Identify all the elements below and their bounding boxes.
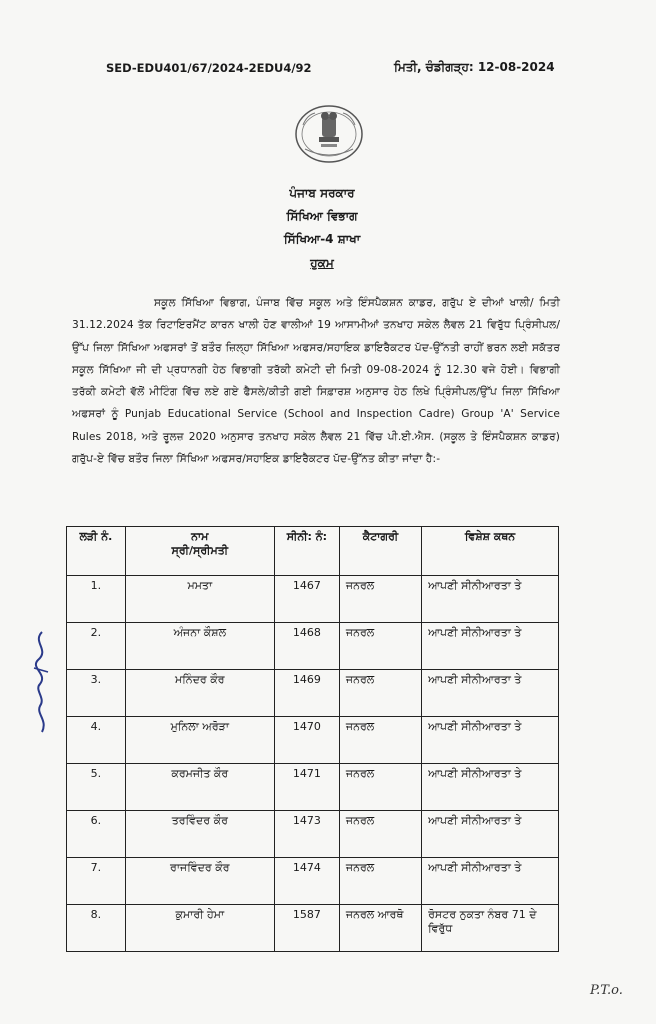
cell-category: ਜਨਰਲ bbox=[339, 764, 421, 811]
table-header-row bbox=[67, 527, 559, 576]
cell-name: ਕੁਮਾਰੀ ਹੇਮਾ bbox=[125, 905, 274, 952]
cell-name: ਮਮਤਾ bbox=[125, 576, 274, 623]
cell-remarks: ਆਪਣੀ ਸੀਨੀਆਰਤਾ ਤੇ bbox=[422, 670, 559, 717]
cell-remarks: ਆਪਣੀ ਸੀਨੀਆਰਤਾ ਤੇ bbox=[422, 858, 559, 905]
cell-seniority: 1587 bbox=[274, 905, 339, 952]
cell-category: ਜਨਰਲ bbox=[339, 670, 421, 717]
page-turn-over-note: P.T.o. bbox=[590, 983, 623, 998]
state-emblem-icon bbox=[293, 103, 365, 165]
cell-remarks: ਆਪਣੀ ਸੀਨੀਆਰਤਾ ਤੇ bbox=[422, 764, 559, 811]
cell-serial: 4. bbox=[67, 717, 126, 764]
cell-remarks: ਆਪਣੀ ਸੀਨੀਆਰਤਾ ਤੇ bbox=[422, 623, 559, 670]
table-row bbox=[67, 811, 559, 858]
header-serial: ਲੜੀ ਨੰ. bbox=[67, 527, 126, 576]
cell-name: ਮੁਨਿਲਾ ਅਰੋੜਾ bbox=[125, 717, 274, 764]
date-line: ਮਿਤੀ, ਚੰਡੀਗੜ੍ਹ: 12-08-2024 bbox=[394, 60, 555, 74]
table-row bbox=[67, 623, 559, 670]
cell-serial: 1. bbox=[67, 576, 126, 623]
cell-seniority: 1471 bbox=[274, 764, 339, 811]
header-name-line2: ਸ੍ਰੀ/ਸ੍ਰੀਮਤੀ bbox=[171, 544, 229, 557]
header-name-line1: ਨਾਮ bbox=[191, 530, 209, 543]
table-row bbox=[67, 858, 559, 905]
reference-number: SED-EDU401/67/2024-2EDU4/92 bbox=[106, 61, 312, 75]
government-title: ਪੰਜਾਬ ਸਰਕਾਰ bbox=[289, 186, 355, 200]
order-title: ਹੁਕਮ bbox=[310, 256, 334, 270]
cell-seniority: 1469 bbox=[274, 670, 339, 717]
table-row bbox=[67, 670, 559, 717]
header-remarks: ਵਿਸ਼ੇਸ਼ ਕਥਨ bbox=[422, 527, 559, 576]
header-seniority: ਸੀਨੀ: ਨੰ: bbox=[274, 527, 339, 576]
cell-remarks: ਆਪਣੀ ਸੀਨੀਆਰਤਾ ਤੇ bbox=[422, 717, 559, 764]
cell-seniority: 1473 bbox=[274, 811, 339, 858]
cell-remarks: ਆਪਣੀ ਸੀਨੀਆਰਤਾ ਤੇ bbox=[422, 576, 559, 623]
branch-title: ਸਿੱਖਿਆ-4 ਸ਼ਾਖਾ bbox=[283, 232, 361, 246]
cell-category: ਜਨਰਲ bbox=[339, 623, 421, 670]
cell-category: ਜਨਰਲ ਆਰਥੋ bbox=[339, 905, 421, 952]
order-body-text: ਸਕੂਲ ਸਿੱਖਿਆ ਵਿਭਾਗ, ਪੰਜਾਬ ਵਿੱਚ ਸਕੂਲ ਅਤੇ ਇੰਸਪੈਕਸ਼ਨ ਕਾਡਰ, ਗਰੁੱਪ ਏ ਦੀਆਂ ਖਾਲੀ/ ਮਿਤੀ 31.12.2024 ਤੱਕ ਰਿਟਾਇਰਮੈਂਟ ਕਾਰਨ ਖਾਲੀ ਹੋਣ ਵਾਲੀਆਂ 19 ਆਸਾਮੀਆਂ ਤਨਖਾਹ ਸਕੇਲ ਲੈਵਲ 21 ਵਿਰੁੱਧ ਪ੍ਰਿੰਸੀਪਲ/ਉੱਪ ਜਿਲਾ ਸਿੱਖਿਆ ਅਫਸਰਾਂ ਤੋਂ ਬਤੌਰ ਜ਼ਿਲ੍ਹਾ ਸਿੱਖਿਆ ਅਫਸਰ/ਸਹਾਇਕ ਡਾਇਰੈਕਟਰ ਪੱਦ-ਉੱਨਤੀ ਰਾਹੀਂ ਭਰਨ ਲਈ ਸਕੱਤਰ ਸਕੂਲ ਸਿੱਖਿਆ ਜੀ ਦੀ ਪ੍ਰਧਾਨਗੀ ਹੇਠ ਵਿਭਾਗੀ ਤਰੱਕੀ ਕਮੇਟੀ ਦੀ ਮਿਤੀ 09-08-2024 ਨੂੰ 12.30 ਵਜੇ ਹੋਈ। ਵਿਭਾਗੀ ਤਰੱਕੀ ਕਮੇਟੀ ਵੱਲੋਂ ਮੀਟਿੰਗ ਵਿੱਚ ਲਏ ਗਏ ਫੈਸਲੇ/ਕੀਤੀ ਗਈ ਸਿਫ਼ਾਰਸ਼ ਅਨੁਸਾਰ ਹੇਠ ਲਿਖੇ ਪ੍ਰਿੰਸੀਪਲ/ਉੱਪ ਜਿਲਾ ਸਿੱਖਿਆ ਅਫਸਰਾਂ ਨੂੰ Punjab Educational Service (School and Inspection Cadre) Group 'A' Service Rules 2018, ਅਤੇ ਰੂਲਜ਼ 2020 ਅਨੁਸਾਰ ਤਨਖਾਹ ਸਕੇਲ ਲੈਵਲ 21 ਵਿੱਚ ਪੀ.ਈ.ਐਸ. (ਸਕੂਲ ਤੇ ਇੰਸਪੈਕਸ਼ਨ ਕਾਡਰ) ਗਰੁੱਪ-ਏ ਵਿੱਚ ਬਤੌਰ ਜਿਲਾ ਸਿੱਖਿਆ ਅਫਸਰ/ਸਹਾਇਕ ਡਾਇਰੈਕਟਰ ਪੱਦ-ਉੱਨਤ ਕੀਤਾ ਜਾਂਦਾ ਹੈ:- bbox=[72, 297, 560, 466]
table-row bbox=[67, 905, 559, 952]
cell-seniority: 1474 bbox=[274, 858, 339, 905]
cell-name: ਮਨਿੰਦਰ ਕੌਰ bbox=[125, 670, 274, 717]
cell-remarks: ਰੋਸਟਰ ਨੁਕਤਾ ਨੰਬਰ 71 ਦੇ ਵਿਰੁੱਧ bbox=[422, 905, 559, 952]
header-name bbox=[125, 527, 274, 576]
cell-serial: 7. bbox=[67, 858, 126, 905]
cell-seniority: 1468 bbox=[274, 623, 339, 670]
cell-seniority: 1470 bbox=[274, 717, 339, 764]
header-category: ਕੈਟਾਗਰੀ bbox=[339, 527, 421, 576]
cell-name: ਅੰਜਨਾ ਕੌਸ਼ਲ bbox=[125, 623, 274, 670]
cell-name: ਰਾਜਵਿੰਦਰ ਕੌਰ bbox=[125, 858, 274, 905]
cell-category: ਜਨਰਲ bbox=[339, 717, 421, 764]
cell-name: ਤਰਵਿੰਦਰ ਕੌਰ bbox=[125, 811, 274, 858]
cell-name: ਕਰਮਜੀਤ ਕੌਰ bbox=[125, 764, 274, 811]
table-row bbox=[67, 717, 559, 764]
table-row bbox=[67, 576, 559, 623]
cell-category: ਜਨਰਲ bbox=[339, 576, 421, 623]
cell-category: ਜਨਰਲ bbox=[339, 811, 421, 858]
handwritten-signature-icon bbox=[28, 628, 54, 738]
cell-serial: 2. bbox=[67, 623, 126, 670]
cell-category: ਜਨਰਲ bbox=[339, 858, 421, 905]
cell-remarks: ਆਪਣੀ ਸੀਨੀਆਰਤਾ ਤੇ bbox=[422, 811, 559, 858]
cell-seniority: 1467 bbox=[274, 576, 339, 623]
cell-serial: 5. bbox=[67, 764, 126, 811]
department-title: ਸਿੱਖਿਆ ਵਿਭਾਗ bbox=[286, 209, 358, 223]
cell-serial: 6. bbox=[67, 811, 126, 858]
cell-serial: 8. bbox=[67, 905, 126, 952]
table-row bbox=[67, 764, 559, 811]
cell-serial: 3. bbox=[67, 670, 126, 717]
promotion-table bbox=[66, 526, 559, 952]
